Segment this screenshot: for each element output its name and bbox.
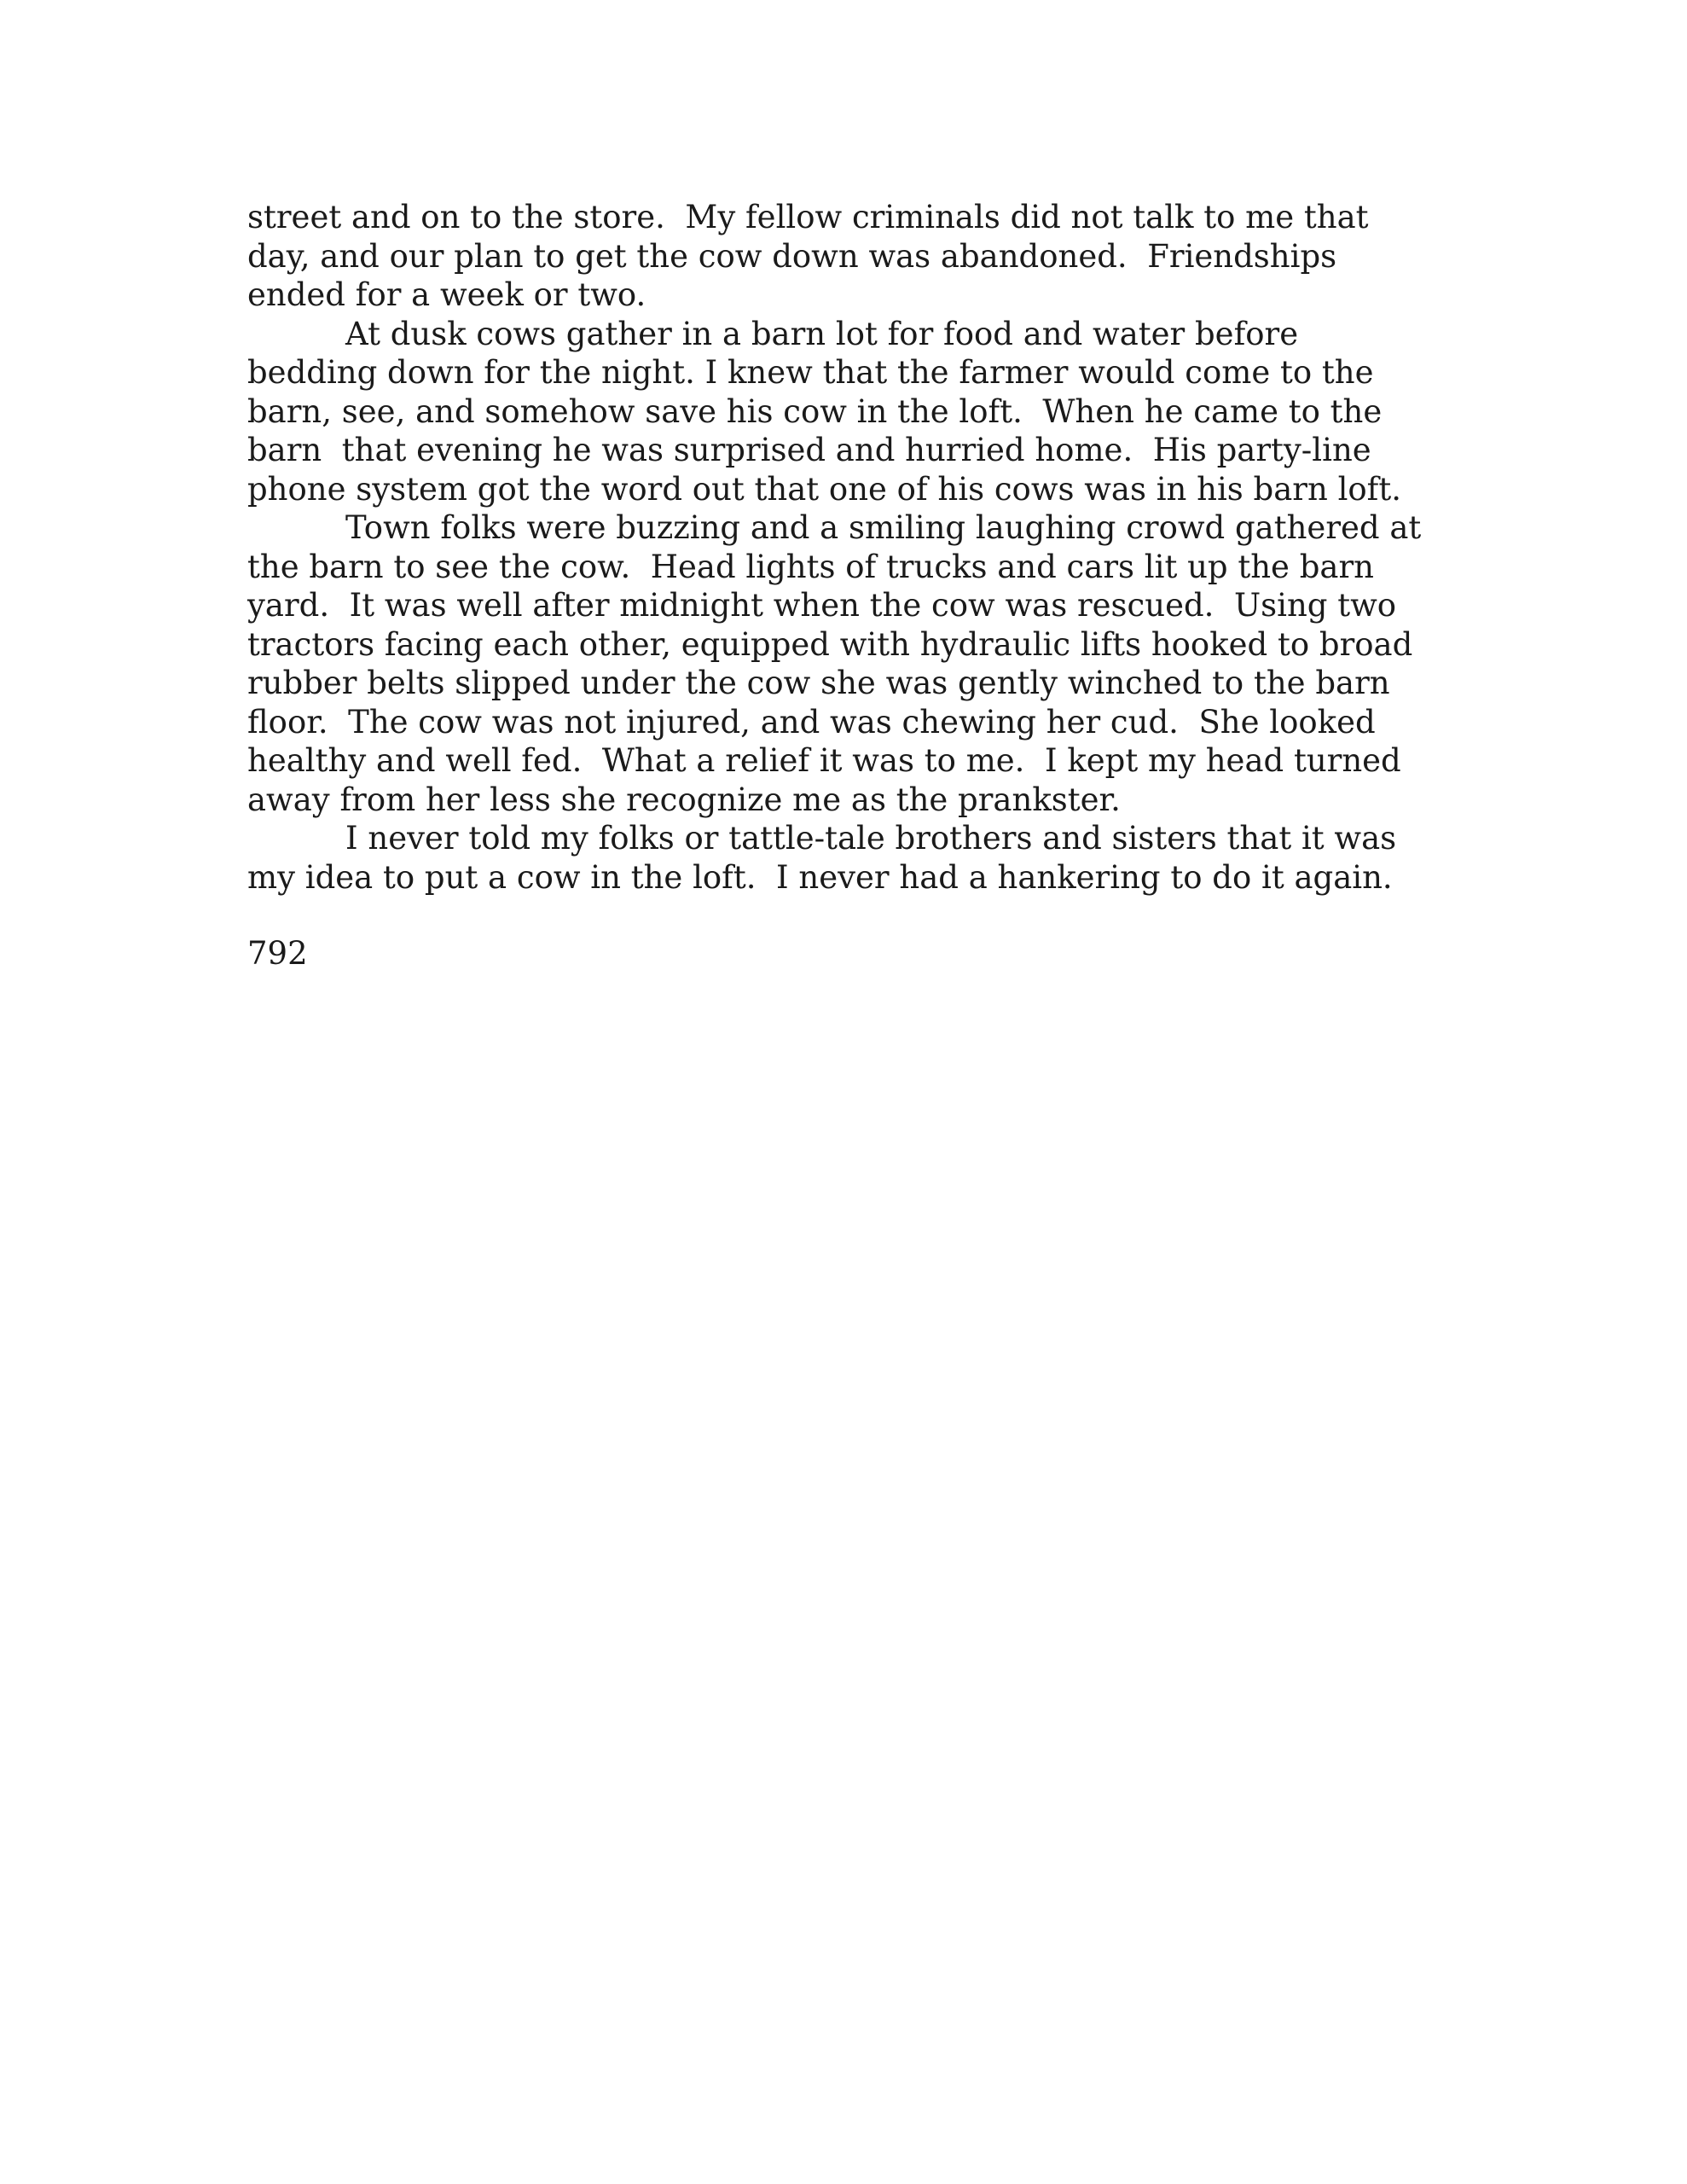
text-line: day, and our plan to get the cow down was abandoned. Friendships (247, 237, 1337, 275)
text-line: At dusk cows gather in a barn lot for food and water before (345, 315, 1299, 352)
page-number: 792 (247, 935, 308, 972)
text-line: ended for a week or two. (247, 276, 646, 313)
text-line: barn, see, and somehow save his cow in the loft. When he came to the (247, 392, 1383, 430)
text-line: bedding down for the night. I knew that the farmer would come to the (247, 354, 1374, 391)
text-line: floor. The cow was not injured, and was chewing her cud. She looked (247, 703, 1376, 741)
text-line: rubber belts slipped under the cow she was gently winched to the barn (247, 665, 1390, 701)
text-line: my idea to put a cow in the loft. I never had a hankering to do it again. (247, 858, 1393, 896)
text-line: phone system got the word out that one of his cows was in his barn loft. (247, 470, 1402, 508)
text-line: healthy and well fed. What a relief it was to me. I kept my head turned (247, 742, 1401, 779)
text-line: away from her less she recognize me as the prankster. (247, 781, 1121, 818)
text-line: tractors facing each other, equipped with hydraulic lifts hooked to broad (247, 625, 1413, 663)
text-line: the barn to see the cow. Head lights of trucks and cars lit up the barn (247, 548, 1374, 585)
text-line: yard. It was well after midnight when the cow was rescued. Using two (247, 587, 1397, 624)
text-line: Town folks were buzzing and a smiling laughing crowd gathered at (345, 509, 1422, 546)
body-text (247, 198, 1475, 897)
text-line: barn that evening he was surprised and hurried home. His party-line (247, 432, 1371, 468)
text-line: street and on to the store. My fellow criminals did not talk to me that (247, 199, 1369, 235)
text-line: I never told my folks or tattle-tale brothers and sisters that it was (345, 820, 1397, 857)
